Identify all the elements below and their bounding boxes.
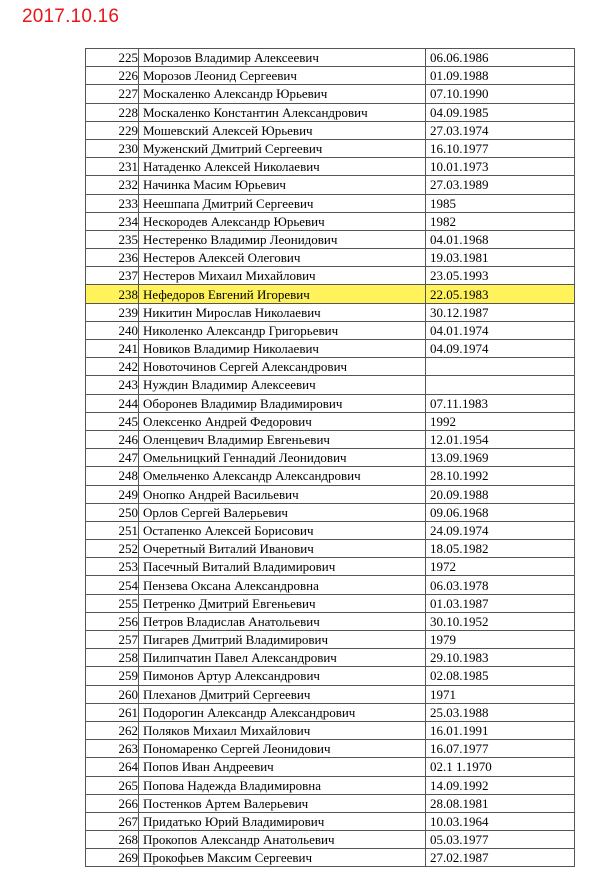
birth-date-cell: 27.03.1989 [426, 176, 575, 194]
person-name-cell: Пигарев Дмитрий Владимирович [139, 631, 426, 649]
person-name-cell: Новиков Владимир Николаевич [139, 340, 426, 358]
person-name-cell: Попова Надежда Владимировна [139, 776, 426, 794]
person-name-cell: Плеханов Дмитрий Сергеевич [139, 685, 426, 703]
person-name-cell: Остапенко Алексей Борисович [139, 521, 426, 539]
person-name-cell: Николенко Александр Григорьевич [139, 321, 426, 339]
names-table [85, 48, 575, 867]
table-row [86, 412, 575, 430]
document-date: 2017.10.16 [22, 6, 120, 27]
person-name-cell: Нестеров Алексей Олегович [139, 249, 426, 267]
row-number-cell: 247 [86, 449, 139, 467]
row-number-cell: 253 [86, 558, 139, 576]
birth-date-cell: 07.11.1983 [426, 394, 575, 412]
table-row [86, 85, 575, 103]
birth-date-cell: 24.09.1974 [426, 521, 575, 539]
person-name-cell: Пономаренко Сергей Леонидович [139, 740, 426, 758]
person-name-cell: Орлов Сергей Валерьевич [139, 503, 426, 521]
person-name-cell: Новоточинов Сергей Александрович [139, 358, 426, 376]
person-name-cell: Морозов Леонид Сергеевич [139, 67, 426, 85]
table-row [86, 340, 575, 358]
birth-date-cell: 01.03.1987 [426, 594, 575, 612]
person-name-cell: Пилипчатин Павел Александрович [139, 649, 426, 667]
table-row [86, 776, 575, 794]
table-row [86, 430, 575, 448]
person-name-cell: Постенков Артем Валерьевич [139, 794, 426, 812]
row-number-cell: 240 [86, 321, 139, 339]
row-number-cell: 248 [86, 467, 139, 485]
birth-date-cell: 06.03.1978 [426, 576, 575, 594]
table-row [86, 303, 575, 321]
birth-date-cell: 25.03.1988 [426, 703, 575, 721]
person-name-cell: Нестеров Михаил Михайлович [139, 267, 426, 285]
birth-date-cell: 10.03.1964 [426, 812, 575, 830]
table-row [86, 558, 575, 576]
person-name-cell: Начинка Масим Юрьевич [139, 176, 426, 194]
birth-date-cell: 23.05.1993 [426, 267, 575, 285]
birth-date-cell: 29.10.1983 [426, 649, 575, 667]
row-number-cell: 255 [86, 594, 139, 612]
table-row [86, 503, 575, 521]
row-number-cell: 249 [86, 485, 139, 503]
birth-date-cell: 1971 [426, 685, 575, 703]
table-row [86, 212, 575, 230]
row-number-cell: 235 [86, 230, 139, 248]
table-row [86, 812, 575, 830]
table-row [86, 376, 575, 394]
person-name-cell: Муженский Дмитрий Сергеевич [139, 139, 426, 157]
person-name-cell: Нескородев Александр Юрьевич [139, 212, 426, 230]
birth-date-cell: 04.09.1985 [426, 103, 575, 121]
row-number-cell: 230 [86, 139, 139, 157]
table-row [86, 230, 575, 248]
person-name-cell: Пасечный Виталий Владимирович [139, 558, 426, 576]
birth-date-cell: 02.08.1985 [426, 667, 575, 685]
person-name-cell: Петренко Дмитрий Евгеньевич [139, 594, 426, 612]
table-row [86, 267, 575, 285]
birth-date-cell: 1979 [426, 631, 575, 649]
names-table-body [86, 49, 575, 867]
row-number-cell: 263 [86, 740, 139, 758]
person-name-cell: Олексенко Андрей Федорович [139, 412, 426, 430]
table-row [86, 631, 575, 649]
table-row [86, 194, 575, 212]
table-row [86, 485, 575, 503]
birth-date-cell: 05.03.1977 [426, 831, 575, 849]
table-row [86, 831, 575, 849]
table-row [86, 449, 575, 467]
birth-date-cell: 28.08.1981 [426, 794, 575, 812]
row-number-cell: 245 [86, 412, 139, 430]
table-row [86, 358, 575, 376]
row-number-cell: 226 [86, 67, 139, 85]
row-number-cell: 267 [86, 812, 139, 830]
birth-date-cell: 30.12.1987 [426, 303, 575, 321]
birth-date-cell: 12.01.1954 [426, 430, 575, 448]
row-number-cell: 251 [86, 521, 139, 539]
birth-date-cell: 16.01.1991 [426, 721, 575, 739]
row-number-cell: 262 [86, 721, 139, 739]
birth-date-cell: 27.03.1974 [426, 121, 575, 139]
table-row [86, 139, 575, 157]
person-name-cell: Никитин Мирослав Николаевич [139, 303, 426, 321]
table-row [86, 849, 575, 867]
table-row [86, 521, 575, 539]
table-row [86, 285, 575, 303]
table-row [86, 685, 575, 703]
row-number-cell: 265 [86, 776, 139, 794]
person-name-cell: Омельченко Александр Александрович [139, 467, 426, 485]
birth-date-cell: 16.07.1977 [426, 740, 575, 758]
row-number-cell: 237 [86, 267, 139, 285]
person-name-cell: Оленцевич Владимир Евгеньевич [139, 430, 426, 448]
person-name-cell: Морозов Владимир Алексеевич [139, 49, 426, 67]
person-name-cell: Омельницкий Геннадий Леонидович [139, 449, 426, 467]
row-number-cell: 236 [86, 249, 139, 267]
person-name-cell: Прокопов Александр Анатольевич [139, 831, 426, 849]
birth-date-cell: 27.02.1987 [426, 849, 575, 867]
person-name-cell: Москаленко Александр Юрьевич [139, 85, 426, 103]
table-row [86, 49, 575, 67]
row-number-cell: 266 [86, 794, 139, 812]
row-number-cell: 256 [86, 612, 139, 630]
row-number-cell: 269 [86, 849, 139, 867]
table-row [86, 394, 575, 412]
person-name-cell: Нестеренко Владимир Леонидович [139, 230, 426, 248]
birth-date-cell: 09.06.1968 [426, 503, 575, 521]
person-name-cell: Нефедоров Евгений Игоревич [139, 285, 426, 303]
birth-date-cell [426, 376, 575, 394]
person-name-cell: Неешпапа Дмитрий Сергеевич [139, 194, 426, 212]
row-number-cell: 259 [86, 667, 139, 685]
birth-date-cell: 04.09.1974 [426, 340, 575, 358]
row-number-cell: 268 [86, 831, 139, 849]
person-name-cell: Подорогин Александр Александрович [139, 703, 426, 721]
birth-date-cell: 10.01.1973 [426, 158, 575, 176]
person-name-cell: Попов Иван Андреевич [139, 758, 426, 776]
table-row [86, 594, 575, 612]
row-number-cell: 242 [86, 358, 139, 376]
birth-date-cell: 20.09.1988 [426, 485, 575, 503]
table-row [86, 721, 575, 739]
row-number-cell: 229 [86, 121, 139, 139]
row-number-cell: 241 [86, 340, 139, 358]
birth-date-cell: 06.06.1986 [426, 49, 575, 67]
birth-date-cell: 02.1 1.1970 [426, 758, 575, 776]
table-row [86, 576, 575, 594]
table-row [86, 740, 575, 758]
birth-date-cell: 30.10.1952 [426, 612, 575, 630]
table-row [86, 121, 575, 139]
table-row [86, 158, 575, 176]
birth-date-cell: 13.09.1969 [426, 449, 575, 467]
row-number-cell: 233 [86, 194, 139, 212]
birth-date-cell: 1992 [426, 412, 575, 430]
table-row [86, 649, 575, 667]
row-number-cell: 232 [86, 176, 139, 194]
table-row [86, 67, 575, 85]
row-number-cell: 246 [86, 430, 139, 448]
table-row [86, 667, 575, 685]
person-name-cell: Придатько Юрий Владимирович [139, 812, 426, 830]
birth-date-cell: 1985 [426, 194, 575, 212]
birth-date-cell: 04.01.1968 [426, 230, 575, 248]
table-row [86, 249, 575, 267]
birth-date-cell: 07.10.1990 [426, 85, 575, 103]
row-number-cell: 260 [86, 685, 139, 703]
birth-date-cell [426, 358, 575, 376]
birth-date-cell: 28.10.1992 [426, 467, 575, 485]
person-name-cell: Очеретный Виталий Иванович [139, 540, 426, 558]
row-number-cell: 261 [86, 703, 139, 721]
row-number-cell: 243 [86, 376, 139, 394]
birth-date-cell: 14.09.1992 [426, 776, 575, 794]
birth-date-cell: 01.09.1988 [426, 67, 575, 85]
row-number-cell: 238 [86, 285, 139, 303]
birth-date-cell: 19.03.1981 [426, 249, 575, 267]
row-number-cell: 254 [86, 576, 139, 594]
person-name-cell: Натаденко Алексей Николаевич [139, 158, 426, 176]
row-number-cell: 264 [86, 758, 139, 776]
person-name-cell: Пензева Оксана Александровна [139, 576, 426, 594]
row-number-cell: 239 [86, 303, 139, 321]
row-number-cell: 244 [86, 394, 139, 412]
person-name-cell: Мошевский Алексей Юрьевич [139, 121, 426, 139]
person-name-cell: Оборонев Владимир Владимирович [139, 394, 426, 412]
person-name-cell: Прокофьев Максим Сергеевич [139, 849, 426, 867]
row-number-cell: 228 [86, 103, 139, 121]
row-number-cell: 231 [86, 158, 139, 176]
table-row [86, 467, 575, 485]
table-row [86, 703, 575, 721]
table-row [86, 176, 575, 194]
person-name-cell: Нуждин Владимир Алексеевич [139, 376, 426, 394]
person-name-cell: Пимонов Артур Александрович [139, 667, 426, 685]
table-row [86, 103, 575, 121]
row-number-cell: 234 [86, 212, 139, 230]
birth-date-cell: 18.05.1982 [426, 540, 575, 558]
person-name-cell: Поляков Михаил Михайлович [139, 721, 426, 739]
row-number-cell: 227 [86, 85, 139, 103]
person-name-cell: Онопко Андрей Васильевич [139, 485, 426, 503]
table-row [86, 794, 575, 812]
birth-date-cell: 1972 [426, 558, 575, 576]
row-number-cell: 250 [86, 503, 139, 521]
row-number-cell: 252 [86, 540, 139, 558]
row-number-cell: 258 [86, 649, 139, 667]
birth-date-cell: 16.10.1977 [426, 139, 575, 157]
table-row [86, 758, 575, 776]
person-name-cell: Москаленко Константин Александрович [139, 103, 426, 121]
row-number-cell: 257 [86, 631, 139, 649]
row-number-cell: 225 [86, 49, 139, 67]
table-row [86, 540, 575, 558]
birth-date-cell: 04.01.1974 [426, 321, 575, 339]
birth-date-cell: 22.05.1983 [426, 285, 575, 303]
table-row [86, 612, 575, 630]
person-name-cell: Петров Владислав Анатольевич [139, 612, 426, 630]
birth-date-cell: 1982 [426, 212, 575, 230]
table-row [86, 321, 575, 339]
